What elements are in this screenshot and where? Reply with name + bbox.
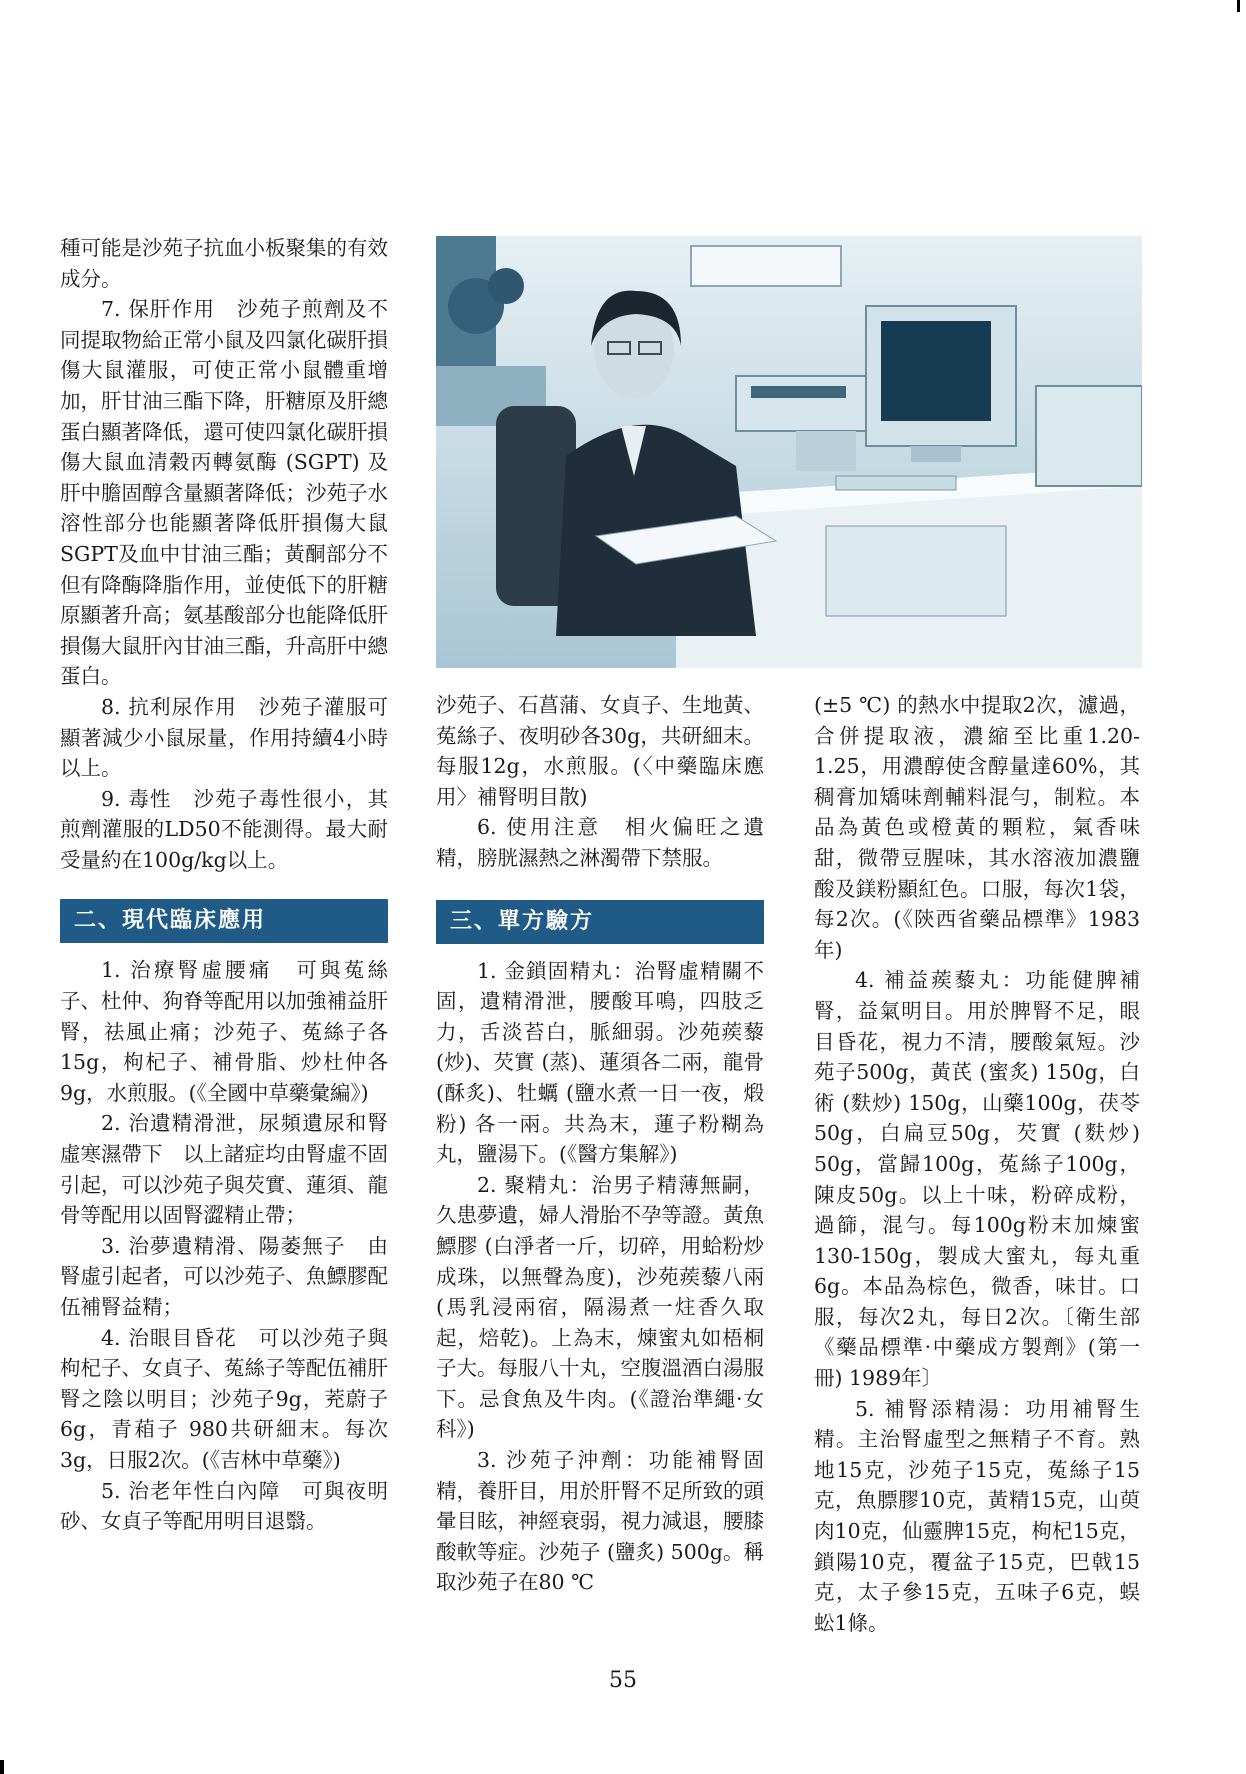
paragraph: 4. 治眼目昏花 可以沙苑子與枸杞子、女貞子、菟絲子等配伍補肝腎之陰以明目；沙苑子9g，茺蔚子6g，青葙子 980共研細末。每次3g，日服2次。(《吉林中草藥》) [60, 1325, 388, 1472]
photo-illustration [436, 236, 1142, 668]
text-column-middle [436, 690, 764, 1598]
paragraph: 4. 補益蒺藜丸：功能健脾補腎，益氣明目。用於脾腎不足，眼目昏花，視力不清，腰酸氣短。沙苑子500g，黃芪 (蜜炙) 150g，白術 (麩炒) 150g，山藥100g，茯苓50g，白扁豆50g，芡實 (麩炒) 50g，當歸100g，菟絲子100g，陳皮50g。以上十味，粉碎成粉，過篩，混勻。每100g粉末加煉蜜130-150g，製成大蜜丸，每丸重6g。本品為棕色，微香，味甘。口服，每次2丸，每日2次。〔衛生部《藥品標準·中藥成方製劑》(第一冊) 1989年〕 [814, 968, 1140, 1391]
section-heading-clinical: 二、現代臨床應用 [60, 899, 388, 943]
paragraph: 5. 補腎添精湯：功用補腎生精。主治腎虛型之無精子不育。熟地15克，沙苑子15克，菟絲子15克，魚膘膠10克，黃精15克，山萸肉10克，仙靈脾15克，枸杞15克，鎖陽10克，覆盆子15克，巴戟15克，太子參15克，五味子6克，蜈蚣1條。 [814, 1396, 1140, 1635]
scan-mark [0, 1760, 4, 1774]
paragraph: 1. 治療腎虛腰痛 可與菟絲子、杜仲、狗脊等配用以加強補益肝腎，祛風止痛；沙苑子、菟絲子各15g，枸杞子、補骨脂、炒杜仲各9g，水煎服。(《全國中草藥彙編》) [60, 958, 388, 1105]
paragraph: (±5 ℃) 的熱水中提取2次，濾過，合併提取液，濃縮至比重1.20-1.25，用濃醇使含醇量達60%，其稠膏加矯味劑輔料混勻，制粒。本品為黃色或橙黃的顆粒，氣香味甜，微帶豆腥味，其水溶液加濃鹽酸及鎂粉顯紅色。口服，每次1袋，每2次。(《陝西省藥品標準》1983年) [814, 693, 1140, 962]
section-heading-prescriptions: 三、單方驗方 [436, 900, 764, 944]
paragraph: 8. 抗利尿作用 沙苑子灌服可顯著減少小鼠尿量，作用持續4小時以上。 [60, 694, 388, 781]
paragraph: 3. 治夢遺精滑、陽萎無子 由腎虛引起者，可以沙苑子、魚鰾膠配伍補腎益精； [60, 1233, 388, 1319]
paragraph: 2. 治遺精滑泄，尿頻遺尿和腎虛寒濕帶下 以上諸症均由腎虛不固引起，可以沙苑子與芡實、蓮須、龍骨等配用以固腎澀精止帶； [60, 1111, 388, 1228]
paragraph: 3. 沙苑子沖劑：功能補腎固精，養肝目，用於肝腎不足所致的頭暈目眩，神經衰弱，視力減退，腰膝酸軟等症。沙苑子 (鹽炙) 500g。稱取沙苑子在80 ℃ [436, 1448, 764, 1595]
paragraph: 5. 治老年性白內障 可與夜明砂、女貞子等配用明目退翳。 [60, 1478, 388, 1534]
paragraph: 種可能是沙苑子抗血小板聚集的有效成分。 [60, 236, 388, 291]
text-column-right [814, 690, 1140, 1638]
page-number: 55 [609, 1668, 637, 1693]
paragraph: 沙苑子、石菖蒲、女貞子、生地黃、菟絲子、夜明砂各30g，共研細末。每服12g，水煎服。(〈中藥臨床應用〉補腎明目散) [436, 693, 764, 809]
paragraph: 6. 使用注意 相火偏旺之遺精，膀胱濕熱之淋濁帶下禁服。 [436, 815, 764, 870]
paragraph: 2. 聚精丸：治男子精薄無嗣，久患夢遺，婦人滑胎不孕等證。黃魚鰾膠 (白淨者一斤，切碎，用蛤粉炒成珠，以無聲為度)，沙苑蒺藜八兩 (馬乳浸兩宿，隔湯煮一炷香久取起，焙乾)。上為末，煉蜜丸如梧桐子大。每服八十丸，空腹溫酒白湯服下。忌食魚及牛肉。(《證治準繩·女科》) [436, 1172, 764, 1442]
text-column-left [60, 233, 388, 1537]
paragraph: 9. 毒性 沙苑子毒性很小，其煎劑灌服的LD50不能測得。最大耐受量約在100g/kg以上。 [60, 786, 388, 872]
scan-mark [1237, 0, 1240, 12]
paragraph: 1. 金鎖固精丸：治腎虛精關不固，遺精滑泄，腰酸耳鳴，四肢乏力，舌淡苔白，脈細弱。沙苑蒺藜 (炒)、芡實 (蒸)、蓮須各二兩，龍骨 (酥炙)、牡蠣 (鹽水煮一日一夜，煅粉) 各一兩。共為末，蓮子粉糊為丸，鹽湯下。(《醫方集解》) [436, 958, 764, 1167]
paragraph: 7. 保肝作用 沙苑子煎劑及不同提取物給正常小鼠及四氯化碳肝損傷大鼠灌服，可使正常小鼠體重增加，肝甘油三酯下降，肝糖原及肝總蛋白顯著降低，還可使四氯化碳肝損傷大鼠血清穀丙轉氨酶 (SGPT) 及肝中膽固醇含量顯著降低；沙苑子水溶性部分也能顯著降低肝損傷大鼠SGPT及血中甘油三酯；黃酮部分不但有降酶降脂作用，並使低下的肝糖原顯著升高；氨基酸部分也能降低肝損傷大鼠肝內甘油三酯，升高肝中總蛋白。 [60, 297, 388, 689]
photo-woman-at-desk [436, 236, 1142, 668]
